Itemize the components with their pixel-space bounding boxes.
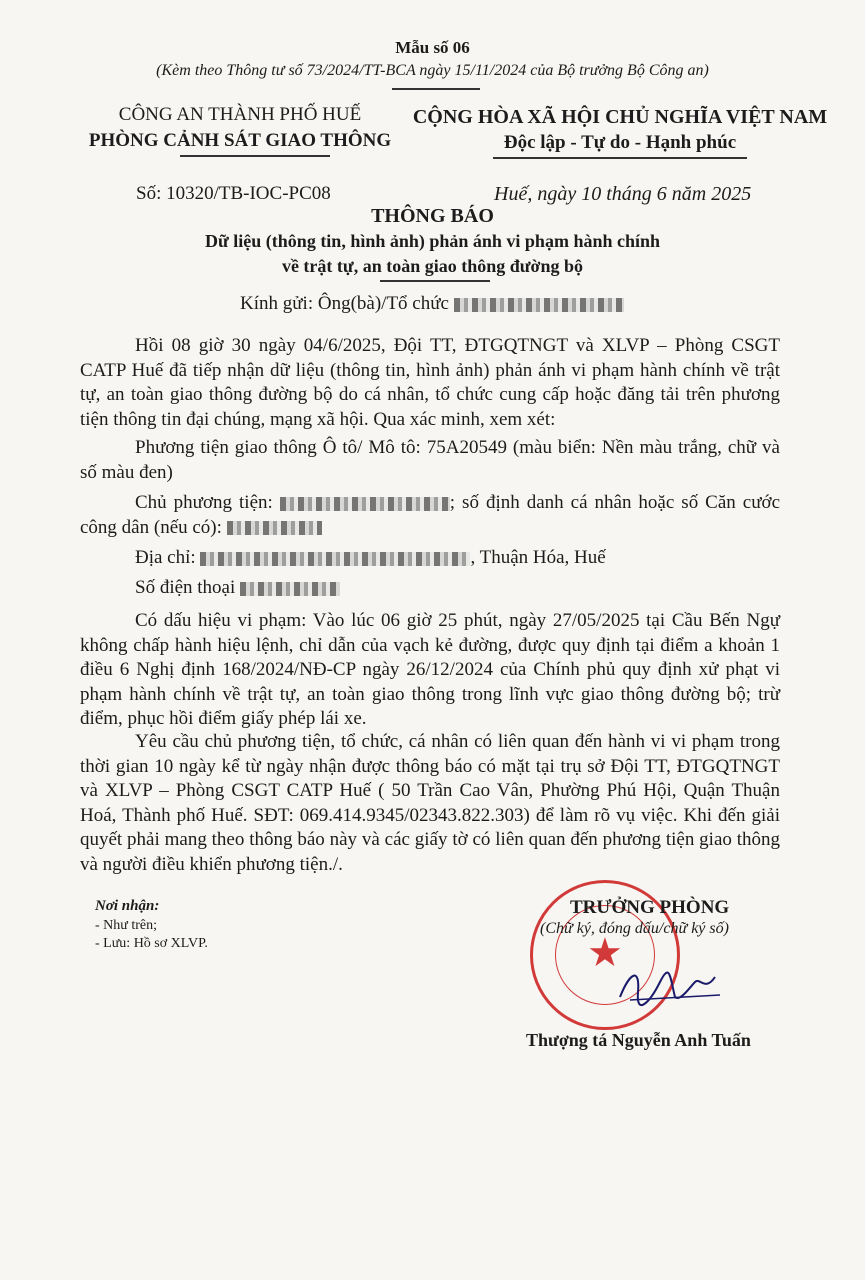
document-title: THÔNG BÁO xyxy=(371,205,494,227)
request-paragraph: Yêu cầu chủ phương tiện, tổ chức, cá nhân có liên quan đến hành vi vi phạm trong thời gian 10 ngày kể từ ngày nhận được thông báo có mặt tại trụ sở Đội TT, ĐTGQTNGT và XLVP – Phòng CSGT CATP Huế ( 50 Trần Cao Vân, Phường Phú Hội, Quận Thuận Hoá, Thành phố Huế. SĐT: 069.414.9345/02343.822.303) để làm rõ vụ việc. Khi đến giải quyết phải mang theo thông báo này và các giấy tờ có liên quan đến phương tiện giao thông và người điều khiển phương tiện./. xyxy=(80,731,780,875)
agency-line2: PHÒNG CẢNH SÁT GIAO THÔNG xyxy=(88,130,392,151)
violation-paragraph: Có dấu hiệu vi phạm: Vào lúc 06 giờ 25 phút, ngày 27/05/2025 tại Cầu Bến Ngự không chấp hành hiệu lệnh, chỉ dẫn của vạch kẻ đường, được quy định tại điểm a khoản 1 điều 6 Nghị định 168/2024/NĐ-CP ngày 26/12/2024 của Chính phủ quy định xử phạt vi phạm hành chính về trật tự, an toàn giao thông trong lĩnh vực giao thông đường bộ; trừ điểm, phục hồi điểm giấy phép lái xe. xyxy=(80,610,780,729)
motto-underline xyxy=(493,157,747,159)
signature-title: TRƯỞNG PHÒNG xyxy=(570,897,730,918)
redacted-recipient xyxy=(454,298,624,312)
recipient-line xyxy=(240,293,624,315)
intro-paragraph: Hồi 08 giờ 30 ngày 04/6/2025, Đội TT, ĐTGQTNGT và XLVP – Phòng CSGT CATP Huế đã tiếp nhận dữ liệu (thông tin, hình ảnh) phản ánh vi phạm hành chính về trật tự, an toàn giao thông đường bộ do cá nhân, tổ chức cung cấp hoặc đăng tải trên phương tiện thông tin đại chúng, mạng xã hội. Qua xác minh, xem xét: xyxy=(80,335,780,430)
title-underline xyxy=(380,280,490,282)
recipients-label: Nơi nhận: xyxy=(95,898,160,914)
agency-underline xyxy=(180,155,330,157)
owner-paragraph xyxy=(80,491,780,540)
owner-label: Chủ phương tiện: xyxy=(135,492,273,513)
recipient-item-1: - Như trên; xyxy=(95,918,158,933)
phone-label: Số điện thoại xyxy=(135,577,236,598)
agency-line1: CÔNG AN THÀNH PHỐ HUẾ xyxy=(118,104,362,125)
redacted-address xyxy=(200,552,470,566)
address-paragraph xyxy=(80,546,780,571)
place-date: Huế, ngày 10 tháng 6 năm 2025 xyxy=(494,183,752,205)
form-reference: (Kèm theo Thông tư số 73/2024/TT-BCA ngày 15/11/2024 của Bộ trưởng Bộ Công an) xyxy=(156,62,709,79)
nation-line1: CỘNG HÒA XÃ HỘI CHỦ NGHĨA VIỆT NAM xyxy=(412,106,828,128)
document-number: Số: 10320/TB-IOC-PC08 xyxy=(136,183,331,204)
address-label: Địa chỉ: xyxy=(135,547,196,568)
signature-note: (Chữ ký, đóng dấu/chữ ký số) xyxy=(540,920,729,937)
recipient-label: Kính gửi: Ông(bà)/Tổ chức xyxy=(240,293,449,314)
redacted-phone xyxy=(240,582,340,596)
redacted-owner xyxy=(280,497,450,511)
handwritten-signature xyxy=(610,962,730,1012)
phone-paragraph xyxy=(80,576,780,601)
form-ref-underline xyxy=(392,88,480,90)
document-subtitle-1: Dữ liệu (thông tin, hình ảnh) phản ánh vi phạm hành chính xyxy=(205,231,660,251)
recipient-item-2: - Lưu: Hồ sơ XLVP. xyxy=(95,936,208,951)
form-number: Mẫu số 06 xyxy=(395,38,470,57)
seal-star-icon: ★ xyxy=(587,930,623,975)
redacted-id xyxy=(227,521,322,535)
document-subtitle-2: về trật tự, an toàn giao thông đường bộ xyxy=(281,256,584,276)
address-suffix: , Thuận Hóa, Huế xyxy=(470,547,606,568)
owner-suffix: ; số định danh cá nhân hoặc số Căn cước công dân (nếu có): xyxy=(80,492,780,538)
nation-line2: Độc lập - Tự do - Hạnh phúc xyxy=(503,132,737,153)
vehicle-paragraph: Phương tiện giao thông Ô tô/ Mô tô: 75A20549 (màu biển: Nền màu trắng, chữ và số màu đen) xyxy=(80,437,780,483)
signer-name: Thượng tá Nguyễn Anh Tuấn xyxy=(526,1030,751,1050)
